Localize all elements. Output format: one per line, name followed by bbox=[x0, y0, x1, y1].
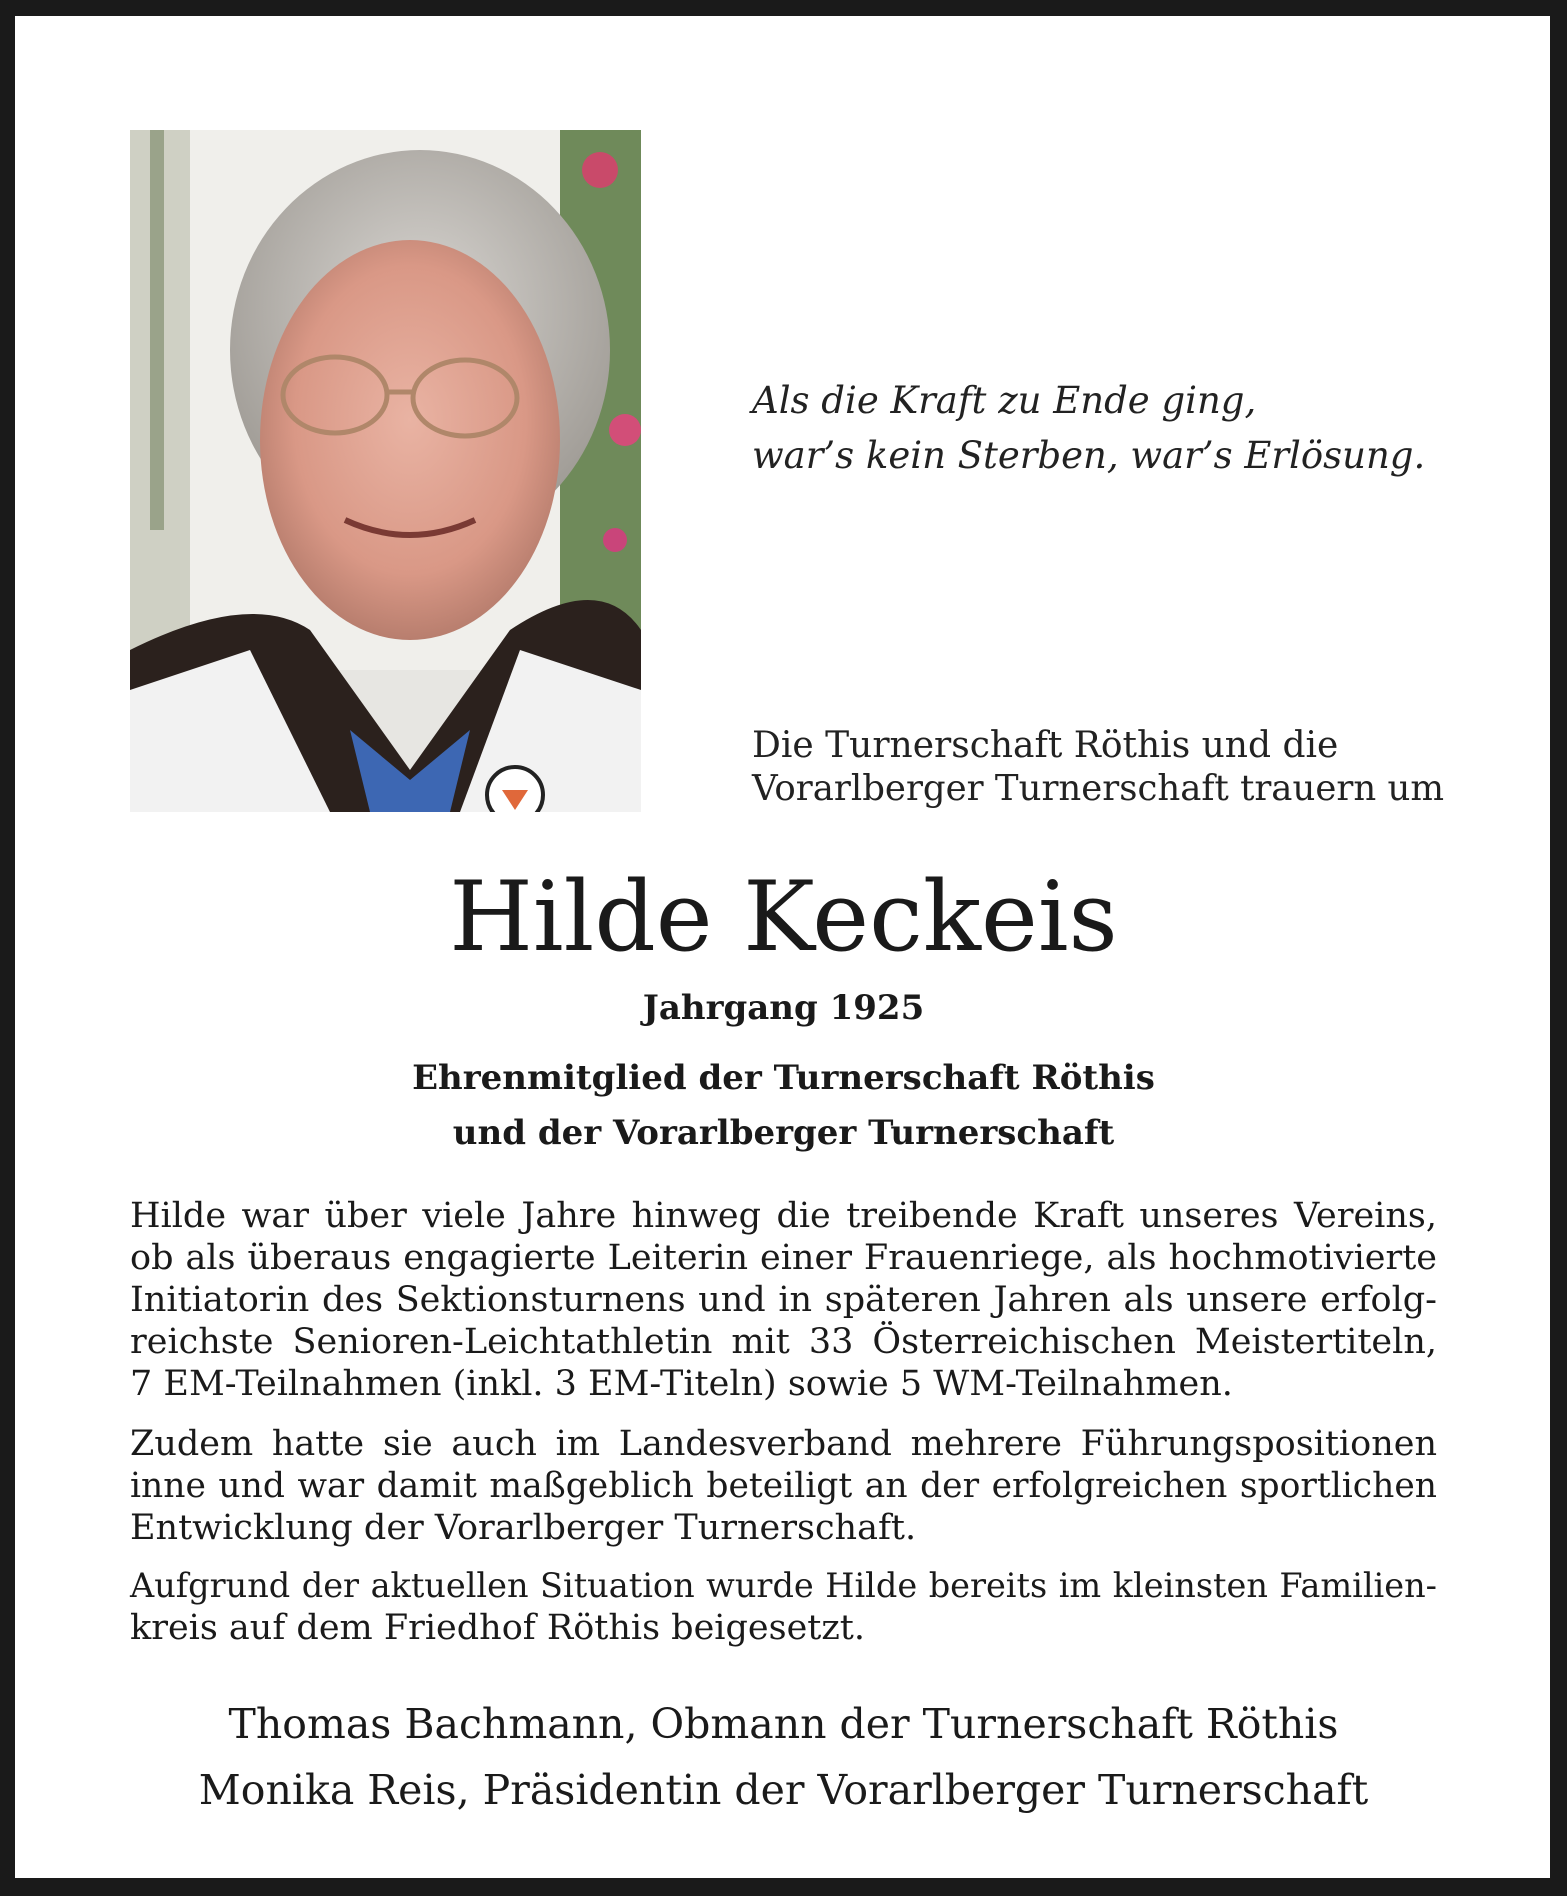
paragraph-line: Entwicklung der Vorarlberger Turnerschaft. bbox=[130, 1508, 917, 1548]
paragraph-2 bbox=[130, 1423, 1437, 1549]
honor-line: Ehrenmitglied der Turnerschaft Röthis bbox=[412, 1058, 1155, 1098]
paragraph-1 bbox=[130, 1195, 1437, 1405]
paragraph-line: kreis auf dem Friedhof Röthis beigesetzt. bbox=[130, 1608, 865, 1648]
paragraph-line: Zudem hatte sie auch im Landesverband mehrere Führungspositionen bbox=[130, 1424, 1437, 1464]
paragraph-line: inne und war damit maßgeblich beteiligt an der erfolgreichen sportlichen bbox=[130, 1466, 1437, 1506]
portrait-photo bbox=[130, 130, 641, 812]
paragraph-line: Initiatorin des Sektionsturnens und in späteren Jahren als unsere erfolg- bbox=[130, 1280, 1437, 1320]
signature-line: Thomas Bachmann, Obmann der Turnerschaft Röthis bbox=[228, 1700, 1339, 1748]
quote bbox=[752, 373, 1452, 483]
intro-line: Die Turnerschaft Röthis und die bbox=[752, 725, 1339, 766]
quote-line: war’s kein Sterben, war’s Erlösung. bbox=[752, 434, 1426, 477]
paragraph-line: 7 EM-Teilnahmen (inkl. 3 EM-Titeln) sowie 5 WM-Teilnahmen. bbox=[130, 1364, 1233, 1404]
intro-text bbox=[752, 724, 1452, 810]
paragraph-line: ob als überaus engagierte Leiterin einer Frauenriege, als hochmotivierte bbox=[130, 1238, 1437, 1278]
signature-line: Monika Reis, Präsidentin der Vorarlberger Turnerschaft bbox=[198, 1766, 1369, 1814]
paragraph-line: Hilde war über viele Jahre hinweg die treibende Kraft unseres Vereins, bbox=[130, 1196, 1437, 1236]
paragraph-line: reichste Senioren-Leichtathletin mit 33 Österreichischen Meistertiteln, bbox=[130, 1322, 1437, 1362]
intro-line: Vorarlberger Turnerschaft trauern um bbox=[752, 768, 1444, 809]
quote-line: Als die Kraft zu Ende ging, bbox=[752, 379, 1257, 422]
paragraph-line: Aufgrund der aktuellen Situation wurde Hilde bereits im kleinsten Familien- bbox=[130, 1566, 1437, 1605]
paragraph-3 bbox=[130, 1565, 1437, 1649]
honor-line: und der Vorarlberger Turnerschaft bbox=[452, 1113, 1115, 1153]
birth-year: Jahrgang 1925 bbox=[642, 988, 925, 1028]
deceased-name: Hilde Keckeis bbox=[449, 861, 1118, 973]
